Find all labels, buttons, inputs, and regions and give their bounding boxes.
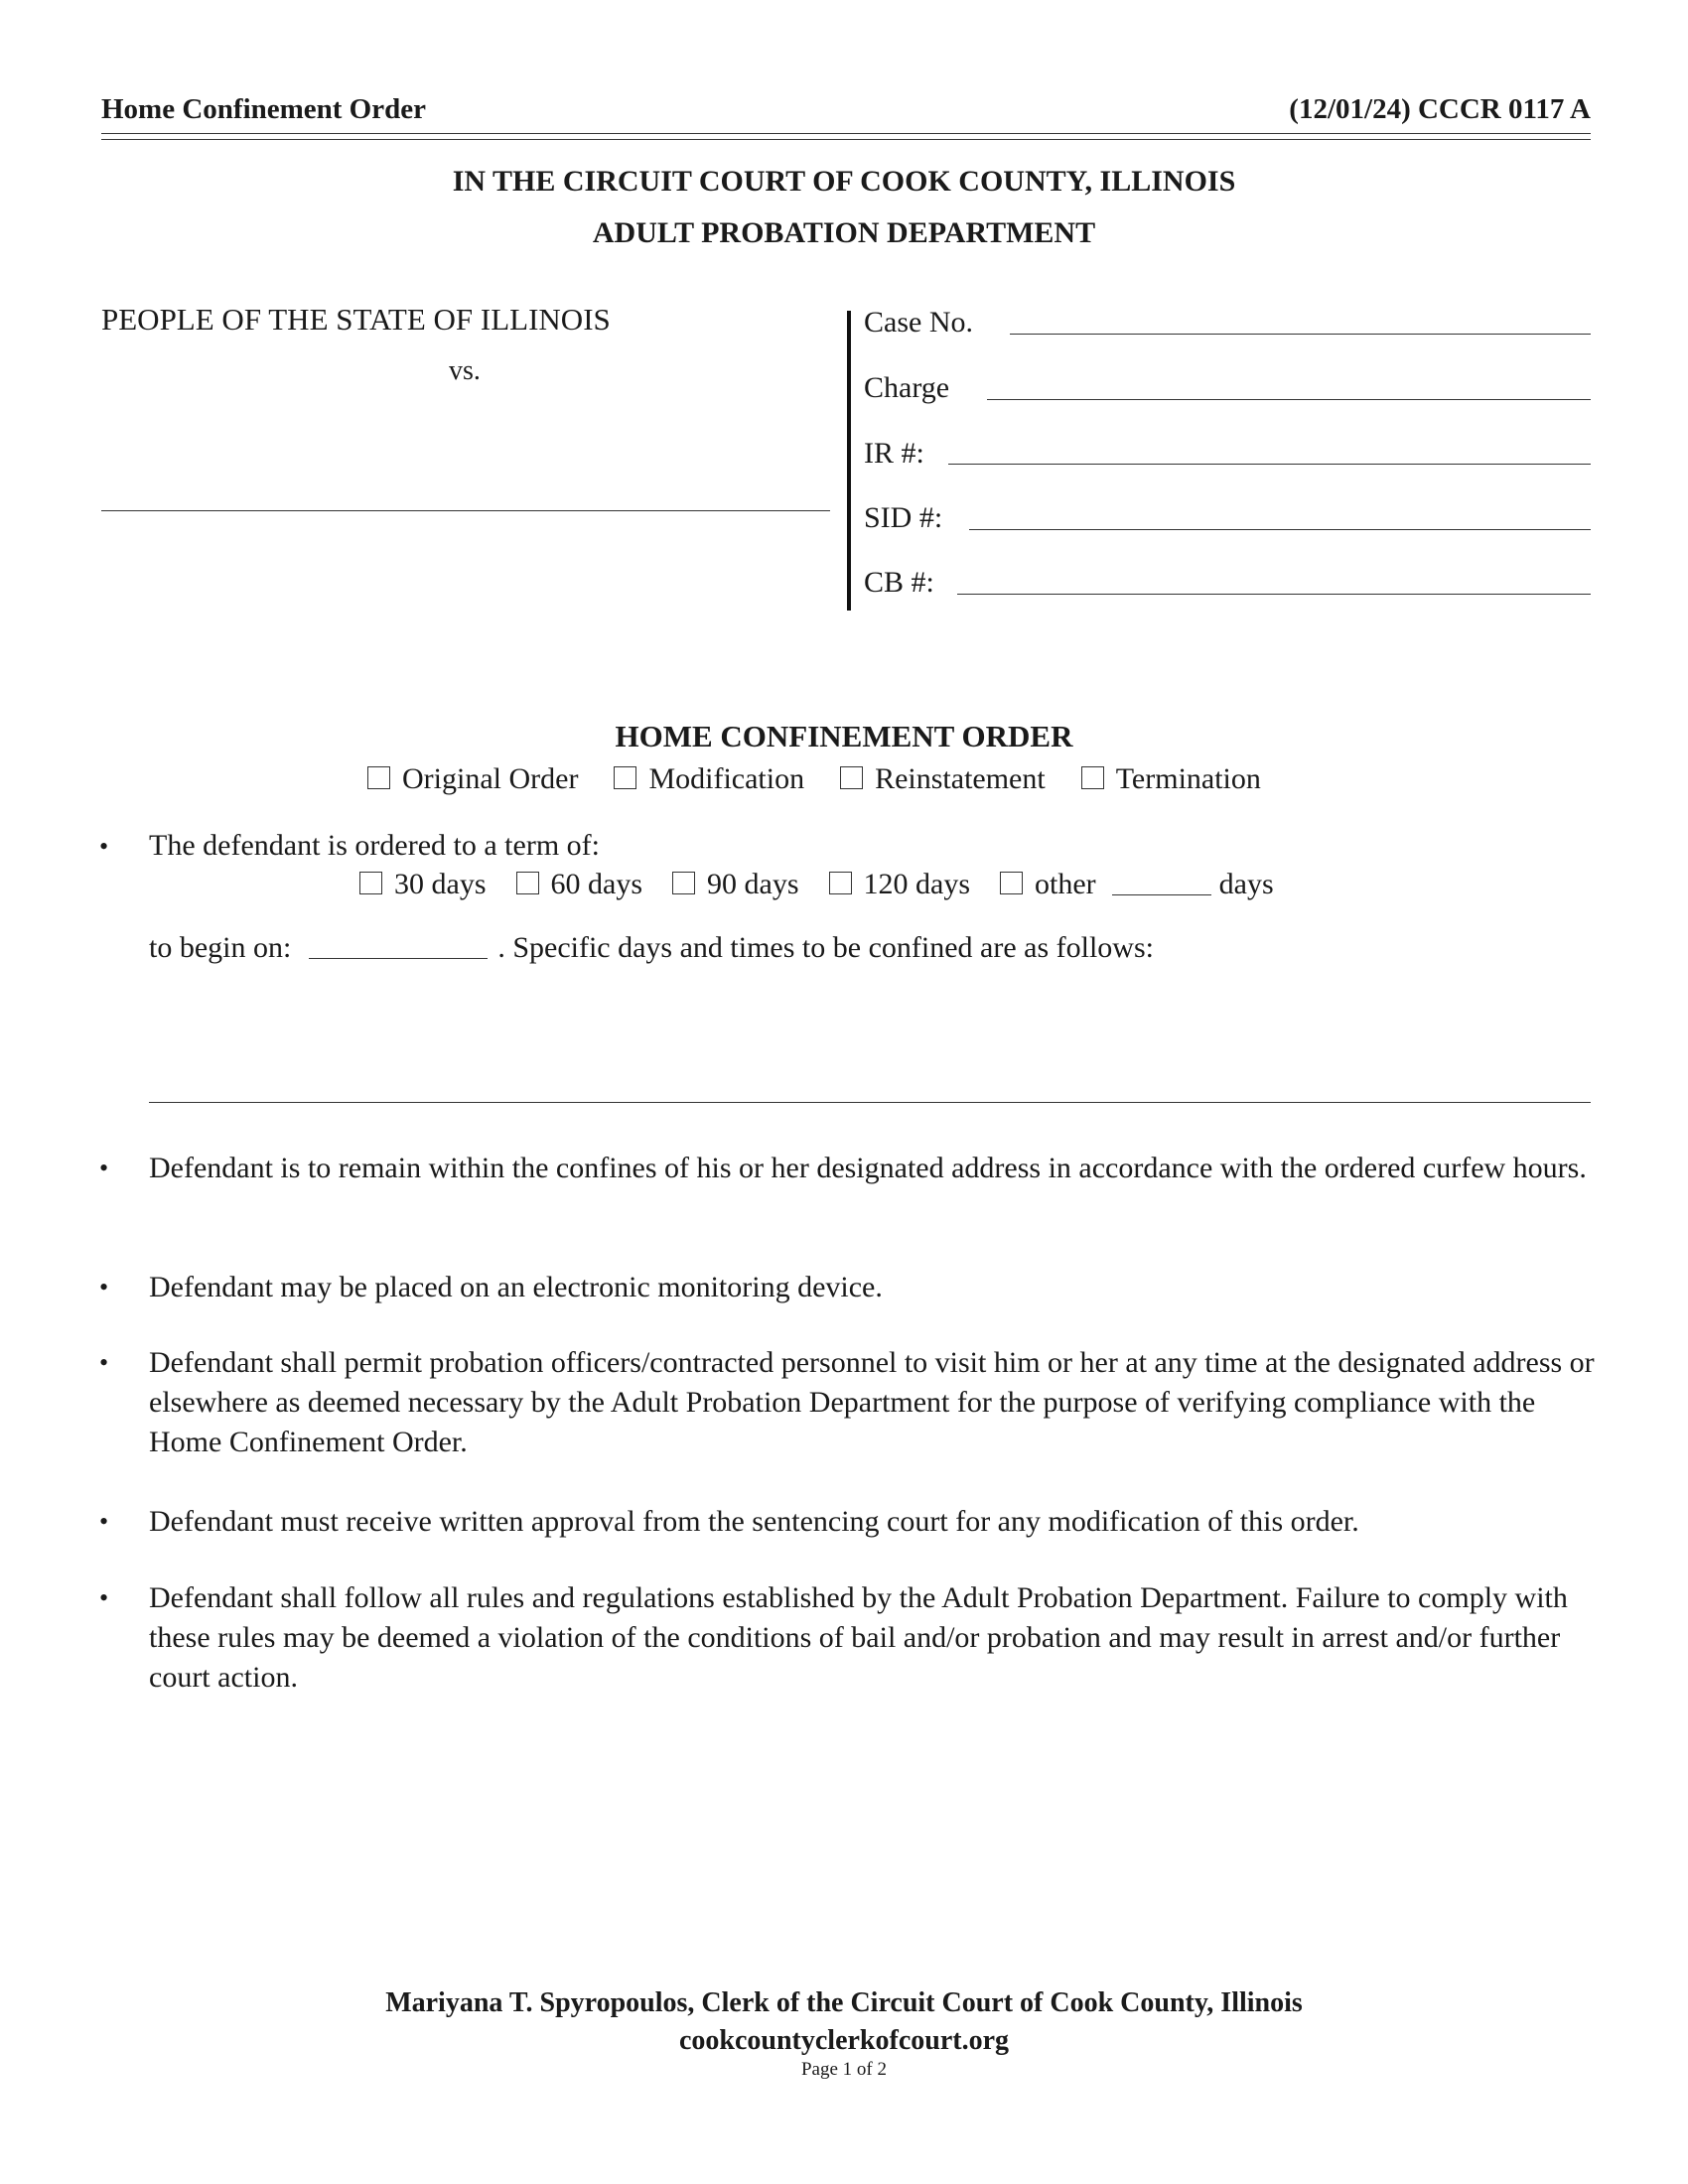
condition-item: Defendant shall permit probation officers/contracted personnel to visit him or her at any time at the designated address or elsewhere as deemed necessary by the Adult Probation Department for the purpose of verifying compliance with the Home Confinement Order. [149,1346,1595,1458]
page-number: Page 1 of 2 [800,2059,887,2080]
order-type-row [367,762,1261,796]
charge-field[interactable] [987,399,1591,400]
header-rule [101,133,1591,134]
ir-label: IR #: [864,437,924,470]
term-option[interactable]: 60 days [516,868,643,901]
term-option[interactable]: 120 days [829,868,971,901]
sid-label: SID #: [864,501,943,534]
term-row [359,868,1274,901]
checkbox-icon[interactable] [829,872,852,894]
checkbox-icon[interactable] [1081,766,1104,789]
term-option[interactable]: 90 days [672,868,799,901]
caption-divider [847,311,851,611]
begin-date-field[interactable] [309,934,488,959]
court-name: IN THE CIRCUIT COURT OF COOK COUNTY, ILLINOIS [452,165,1236,198]
bullet-icon: • [99,1348,109,1377]
condition-item: Defendant may be placed on an electronic monitoring device. [149,1271,883,1303]
condition-item: Defendant must receive written approval from the sentencing court for any modification of this order. [149,1505,1359,1538]
order-title: HOME CONFINEMENT ORDER [615,719,1073,753]
specific-days-text: . Specific days and times to be confined are as follows: [497,931,1154,964]
checkbox-icon[interactable] [672,872,695,894]
checkbox-icon[interactable] [367,766,390,789]
charge-label: Charge [864,371,950,404]
order-type-option[interactable]: Original Order [367,762,578,796]
defendant-name-line[interactable] [101,510,830,511]
case-no-field[interactable] [1010,334,1591,335]
schedule-field[interactable] [149,1102,1591,1103]
bullet-icon: • [99,1273,109,1301]
checkbox-icon[interactable] [359,872,382,894]
condition-item: Defendant shall follow all rules and regulations established by the Adult Probation Department. Failure to comply with these rules may be deemed a violation of the conditions of bail and/or probation and may result in arrest and/or further court action. [149,1581,1568,1694]
checkbox-icon[interactable] [840,766,863,789]
form-title: Home Confinement Order [101,93,426,125]
other-days-field[interactable] [1112,871,1211,895]
condition-item: Defendant is to remain within the confines of his or her designated address in accordance with the ordered curfew hours. [149,1152,1587,1184]
plaintiff-name: PEOPLE OF THE STATE OF ILLINOIS [101,302,611,337]
order-type-option[interactable]: Modification [614,762,804,796]
term-intro: The defendant is ordered to a term of: [149,829,600,862]
checkbox-icon[interactable] [516,872,539,894]
sid-field[interactable] [969,529,1591,530]
bullet-icon: • [99,1507,109,1536]
begin-label: to begin on: [149,931,292,964]
begin-row [149,931,1154,965]
header-rule [101,139,1591,140]
order-type-option[interactable]: Termination [1081,762,1261,796]
cb-label: CB #: [864,566,934,599]
ir-field[interactable] [948,464,1591,465]
form-code: (12/01/24) CCCR 0117 A [1289,93,1591,125]
department-name: ADULT PROBATION DEPARTMENT [592,216,1096,249]
term-option[interactable]: other [1000,868,1096,901]
checkbox-icon[interactable] [614,766,636,789]
case-no-label: Case No. [864,306,973,339]
bullet-icon: • [99,1154,109,1182]
order-type-option[interactable]: Reinstatement [840,762,1046,796]
versus-text: vs. [449,355,481,386]
cb-field[interactable] [957,594,1591,595]
term-option[interactable]: 30 days [359,868,487,901]
bullet-icon: • [99,1583,109,1612]
clerk-website[interactable]: cookcountyclerkofcourt.org [678,2025,1010,2056]
checkbox-icon[interactable] [1000,872,1023,894]
clerk-name: Mariyana T. Spyropoulos, Clerk of the Circuit Court of Cook County, Illinois [385,1987,1303,2018]
days-suffix: days [1218,868,1274,900]
bullet-icon: • [99,832,109,861]
